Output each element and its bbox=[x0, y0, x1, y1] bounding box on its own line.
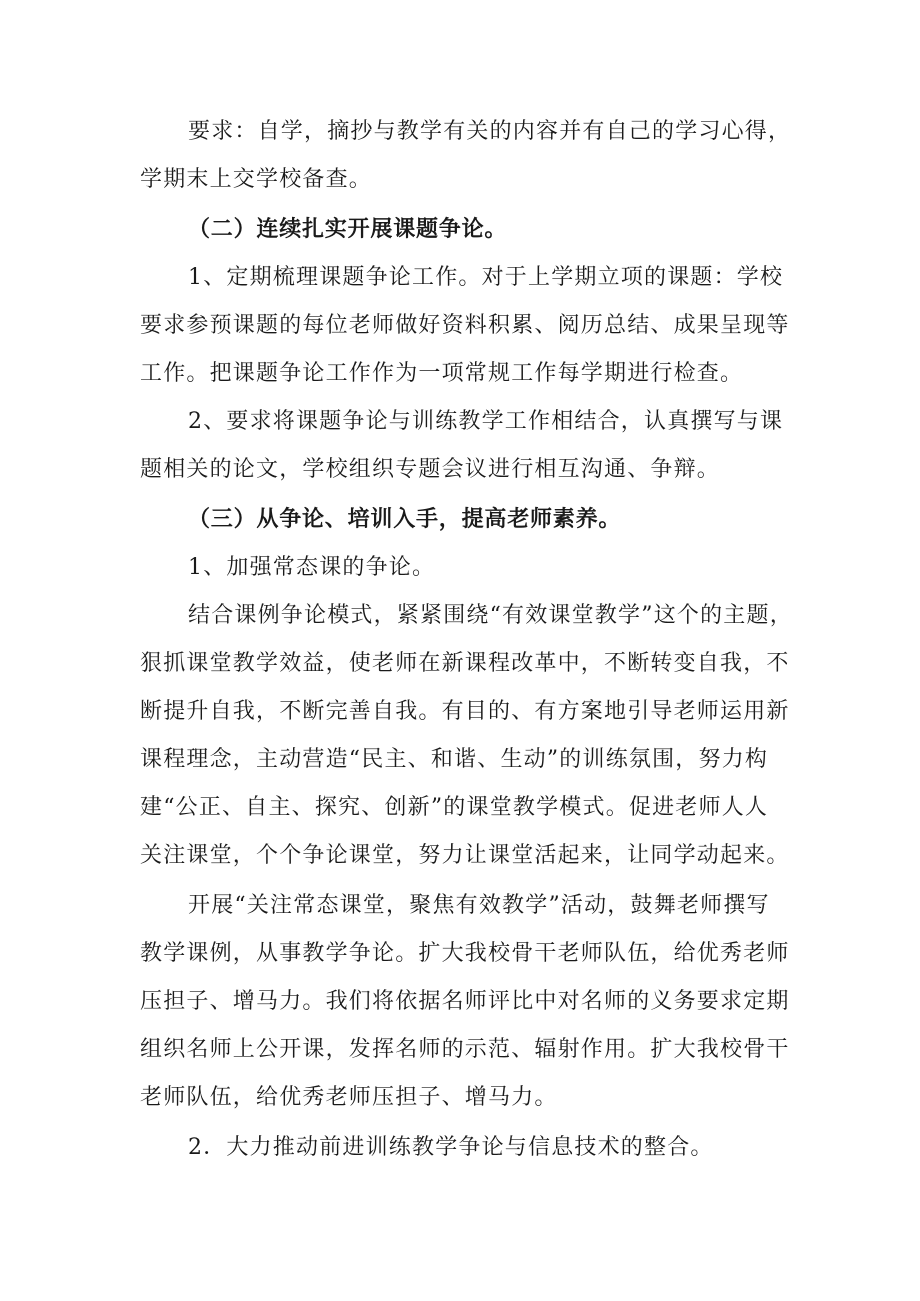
paragraph-b-line-5: 老师队伍，给优秀老师压担子、增马力。 bbox=[140, 1085, 558, 1110]
paragraph-requirement-line-2: 学期末上交学校备查。 bbox=[140, 167, 373, 192]
paragraph-b-line-2: 教学课例，从事教学争论。扩大我校骨干老师队伍，给优秀老师 bbox=[140, 941, 790, 966]
paragraph-a-line-5: 建“公正、自主、探究、创新”的课堂教学模式。促进老师人人 bbox=[140, 795, 769, 820]
paragraph-a-line-3: 断提升自我，不断完善自我。有目的、有方案地引导老师运用新 bbox=[140, 699, 790, 724]
item-1-line-2: 要求参预课题的每位老师做好资料积累、阅历总结、成果呈现等 bbox=[140, 313, 790, 338]
section-heading-3: （三）从争论、培训入手，提高老师素养。 bbox=[188, 507, 622, 532]
paragraph-a-line-1: 结合课例争论模式，紧紧围绕“有效课堂教学”这个的主题， bbox=[188, 603, 793, 628]
paragraph-b-line-1: 开展“关注常态课堂，聚焦有效教学”活动，鼓舞老师撰写 bbox=[188, 893, 770, 918]
item-2-line-1: 2、要求将课题争论与训练教学工作相结合，认真撰写与课 bbox=[188, 409, 784, 434]
paragraph-a-line-2: 狠抓课堂教学效益，使老师在新课程改革中，不断转变自我，不 bbox=[140, 651, 790, 676]
subsection-2-title: 2．大力推动前进训练教学争论与信息技术的整合。 bbox=[188, 1135, 714, 1160]
paragraph-b-line-3: 压担子、增马力。我们将依据名师评比中对名师的义务要求定期 bbox=[140, 989, 790, 1014]
paragraph-b-line-4: 组织名师上公开课，发挥名师的示范、辐射作用。扩大我校骨干 bbox=[140, 1037, 790, 1062]
paragraph-a-line-4: 课程理念，主动营造“民主、和谐、生动”的训练氛围，努力构 bbox=[140, 747, 769, 772]
subsection-1-title: 1、加强常态课的争论。 bbox=[188, 555, 436, 580]
item-2-line-2: 题相关的论文，学校组织专题会议进行相互沟通、争辩。 bbox=[140, 457, 721, 482]
section-heading-2: （二）连续扎实开展课题争论。 bbox=[188, 217, 508, 242]
paragraph-a-line-6: 关注课堂，个个争论课堂，努力让课堂活起来，让同学动起来。 bbox=[140, 843, 790, 868]
item-1-line-3: 工作。把课题争论工作作为一项常规工作每学期进行检查。 bbox=[140, 361, 744, 386]
paragraph-requirement-line-1: 要求：自学，摘抄与教学有关的内容并有自己的学习心得， bbox=[188, 119, 792, 144]
item-1-line-1: 1、定期梳理课题争论工作。对于上学期立项的课题：学校 bbox=[188, 265, 784, 290]
